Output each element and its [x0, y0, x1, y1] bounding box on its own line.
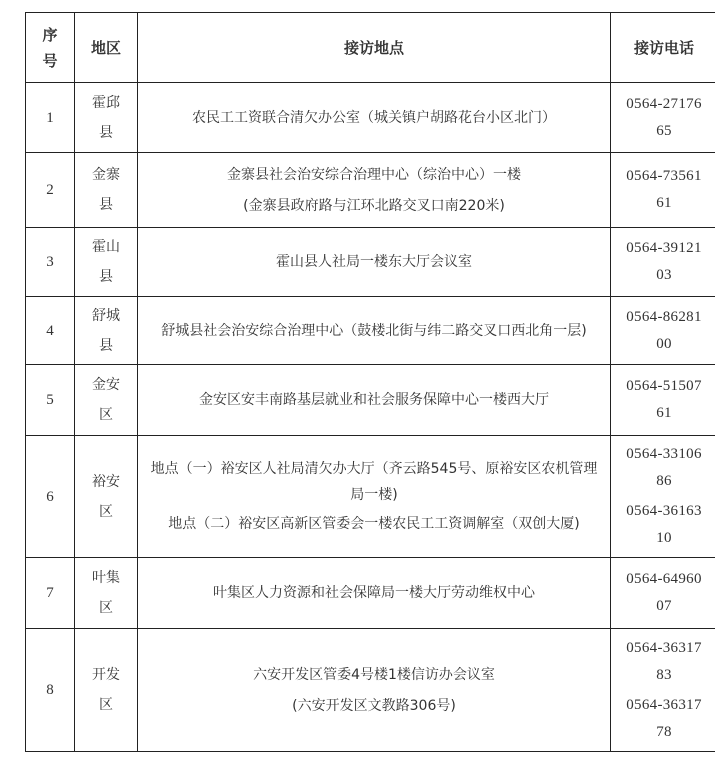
row-number-text: 5: [46, 392, 54, 408]
row-number-text: 3: [46, 254, 54, 270]
row-address: [138, 228, 611, 297]
row-phone: [611, 153, 715, 228]
phone-text: 0564-5150761: [626, 378, 702, 421]
table-row: [26, 365, 715, 436]
row-number: [26, 228, 75, 297]
row-region: [75, 436, 138, 558]
row-region: [75, 297, 138, 365]
region-text: 开发区: [92, 667, 120, 713]
phone-text: 0564-3310686: [626, 446, 702, 489]
table-row: [26, 297, 715, 365]
row-region: [75, 228, 138, 297]
table-row: [26, 629, 715, 752]
region-text: 金安区: [92, 377, 120, 423]
row-address: [138, 436, 611, 558]
row-number: [26, 83, 75, 153]
region-text: 霍山县: [92, 239, 120, 285]
phone-text: 0564-3631783: [626, 639, 702, 683]
address-text: 金寨县社会治安综合治理中心（综治中心）一楼: [227, 166, 521, 183]
region-text: 舒城县: [92, 307, 120, 354]
header-address: 接访地点: [138, 13, 611, 83]
table-row: [26, 153, 715, 228]
header-row: [26, 13, 715, 83]
row-phone: [611, 629, 715, 752]
address-text: 舒城县社会治安综合治理中心（鼓楼北街与纬二路交叉口西北角一层): [161, 322, 587, 339]
row-phone: [611, 83, 715, 153]
address-text: 金安区安丰南路基层就业和社会服务保障中心一楼西大厅: [199, 392, 549, 408]
address-text: 叶集区人力资源和社会保障局一楼大厅劳动维权中心: [213, 585, 535, 601]
region-text: 霍邱县: [92, 94, 120, 141]
row-phone: [611, 365, 715, 436]
row-number-text: 6: [46, 488, 54, 505]
row-region: [75, 83, 138, 153]
phone-text: 0564-6496007: [626, 571, 702, 614]
address-text: 地点（二）裕安区高新区管委会一楼农民工工资调解室（双创大厦): [168, 516, 580, 532]
address-text: (六安开发区文教路306号): [292, 697, 456, 714]
table-row: [26, 83, 715, 153]
address-text: 地点（一）裕安区人社局清欠办大厅（齐云路545号、原裕安区农机管理局一楼): [150, 461, 598, 503]
row-address: [138, 365, 611, 436]
address-text: 霍山县人社局一楼东大厅会议室: [276, 254, 472, 270]
row-phone: [611, 297, 715, 365]
row-region: [75, 365, 138, 436]
row-number: [26, 365, 75, 436]
row-address: [138, 629, 611, 752]
region-text: 叶集区: [92, 570, 120, 616]
row-number-text: 7: [46, 585, 54, 601]
table-row: [26, 558, 715, 629]
row-number: [26, 558, 75, 629]
region-text: 裕安区: [92, 473, 120, 520]
row-number: [26, 153, 75, 228]
address-text: 农民工工资联合清欠办公室（城关镇户胡路花台小区北门）: [192, 109, 556, 126]
row-number: [26, 297, 75, 365]
region-text: 金寨县: [92, 167, 120, 213]
header-region: 地区: [75, 13, 138, 83]
row-number-text: 1: [46, 109, 54, 126]
row-number: [26, 629, 75, 752]
row-number-text: 2: [46, 182, 54, 198]
row-address: [138, 153, 611, 228]
row-region: [75, 153, 138, 228]
phone-text: 0564-3616310: [626, 503, 702, 546]
row-number-text: 8: [46, 682, 54, 698]
table-row: [26, 228, 715, 297]
row-region: [75, 629, 138, 752]
address-text: (金寨县政府路与江环北路交叉口南220米): [243, 197, 505, 214]
phone-text: 0564-7356161: [626, 168, 702, 211]
petition-locations-table: [25, 12, 715, 752]
row-address: [138, 558, 611, 629]
row-address: [138, 297, 611, 365]
row-phone: [611, 558, 715, 629]
table-row: [26, 436, 715, 558]
row-number-text: 4: [46, 322, 54, 339]
phone-text: 0564-8628100: [626, 308, 702, 352]
phone-text: 0564-2717665: [626, 95, 702, 139]
phone-text: 0564-3631778: [626, 696, 702, 740]
header-phone: 接访电话: [611, 13, 715, 83]
phone-text: 0564-3912103: [626, 240, 702, 283]
row-phone: [611, 228, 715, 297]
row-phone: [611, 436, 715, 558]
row-number: [26, 436, 75, 558]
address-text: 六安开发区管委4号楼1楼信访办会议室: [253, 666, 495, 683]
row-address: [138, 83, 611, 153]
row-region: [75, 558, 138, 629]
header-no: 序号: [26, 13, 75, 83]
